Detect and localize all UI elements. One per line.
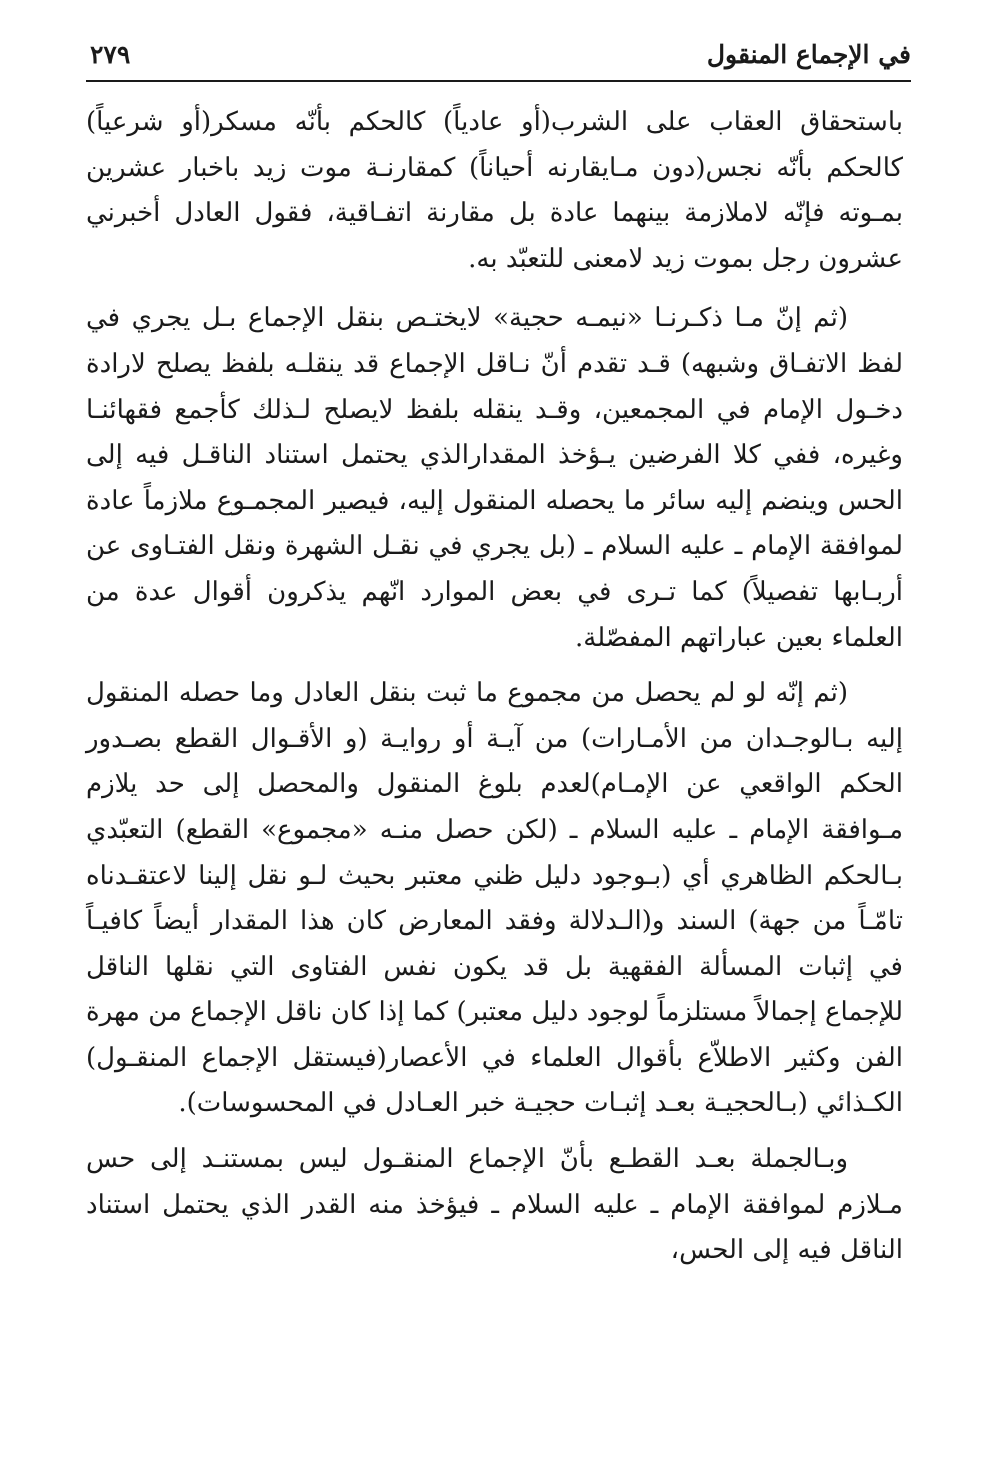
page-header (86, 38, 911, 82)
page-number: ٢٧٩ (90, 40, 131, 69)
header-rule (86, 80, 911, 82)
body-text (86, 100, 903, 1274)
paragraph-2: (ثم إنّ مـا ذكـرنـا «نيمـه حجية» لايختـص بنقل الإجماع بـل يجري في لفظ الاتفـاق وشبهه) قـد تقدم أنّ نـاقل الإجماع قد ينقلـه بلفظ يصلح لارادة دخـول الإمام في المجمعين، وقـد ينقله بلفظ لايصلح لـذلك كأجمع فقهائنـا وغيره، ففي كلا الفرضين يـؤخذ المقدارالذي يحتمل استناد الناقـل فيه إلى الحس وينضم إليه سائر ما يحصله المنقول إليه، فيصير المجمـوع ملازماً عادة لموافقة الإمام ـ عليه السلام ـ (بل يجري في نقـل الشهرة ونقل الفتـاوى عن أربـابها تفصيلاً) كما تـرى في بعض الموارد انّهم يذكرون أقوال عدة من العلماء بعين عباراتهم المفصّلة. (86, 303, 903, 653)
paragraph-4: وبـالجملة بعـد القطـع بأنّ الإجماع المنقـول ليس بمستنـد إلى حس مـلازم لموافقة الإمام ـ عليه السلام ـ فيؤخذ منه القدر الذي يحتمل استناد الناقل فيه إلى الحس، (86, 1144, 903, 1266)
paragraph-3: (ثم إنّه لو لم يحصل من مجموع ما ثبت بنقل العادل وما حصله المنقول إليه بـالوجـدان من الأمـارات) من آيـة أو روايـة (و الأقـوال القطع بصـدور الحكم الواقعي عن الإمـام)لعدم بلوغ المنقول والمحصل إلى حد يلازم مـوافقة الإمام ـ عليه السلام ـ (لكن حصل منـه «مجموع» القطع) التعبّدي بـالحكم الظاهري أي (بـوجود دليل ظني معتبر بحيث لـو نقل إلينا لاعتقـدناه تامّـاً من جهة) السند و(الـدلالة وفقد المعارض كان هذا المقدار أيضاً كافيـاً في إثبات المسألة الفقهية بل قد يكون نفس الفتاوى التي نقلها الناقل للإجماع إجمالاً مستلزماً لوجود دليل معتبر) كما إذا كان ناقل الإجماع من مهرة الفن وكثير الاطلاّع بأقوال العلماء في الأعصار(فيستقل الإجماع المنقـول) الكـذائي (بـالحجيـة بعـد إثبـات حجيـة خبر العـادل في المحسوسات). (86, 678, 903, 1119)
running-title: في الإجماع المنقول (706, 40, 911, 69)
paragraph-1: باستحقاق العقاب على الشرب(أو عادياً) كالحكم بأنّه مسكر(أو شرعياً) كالحكم بأنّه نجس(دون مـايقارنه أحياناً) كمقارنـة موت زيد باخبار عشرين بمـوته فإنّه لاملازمة بينهما عادة بل مقارنة اتفـاقية، فقول العادل أخبرني عشرون رجل بموت زيد لامعنى للتعبّد به. (86, 107, 903, 274)
